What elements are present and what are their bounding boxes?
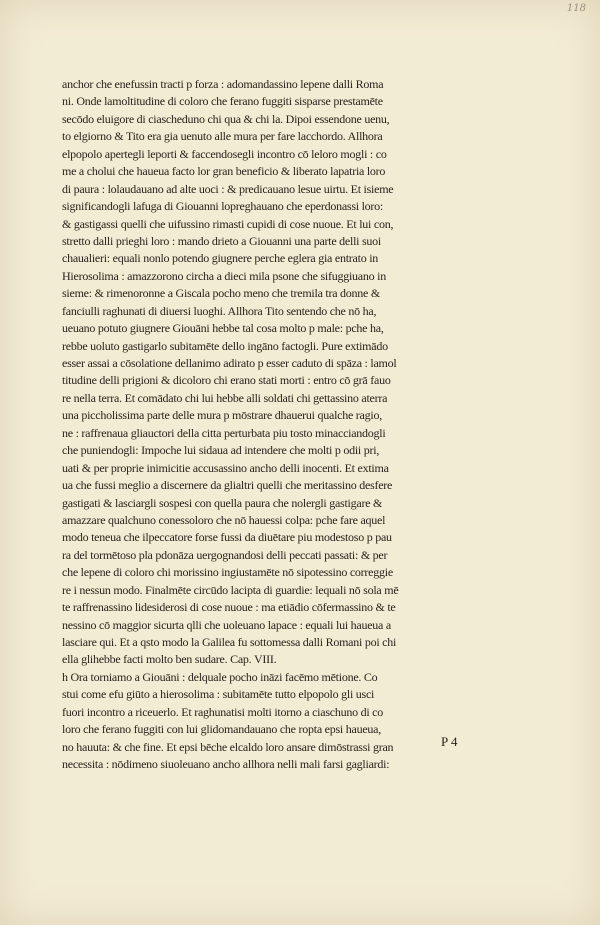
text-line: loro che ferano fuggiti con lui glidomandauano che ropta epsi haueua, bbox=[62, 722, 381, 737]
text-line: Hierosolima : amazzorono circha a dieci mila psone che sifuggiuano in bbox=[62, 268, 386, 283]
text-line: ueuano potuto giugnere Giouāni hebbe tal cosa molto p male: pche ha, bbox=[62, 321, 384, 336]
text-line: ne : raffrenaua gliauctori della citta perturbata piu tosto minacciandogli bbox=[62, 425, 386, 440]
text-line: no hauuta: & che fine. Et epsi bēche elcaldo loro ansare dimōstrassi gran bbox=[62, 739, 394, 754]
text-line: nessino cō maggior sicurta qlli che uoleuano lapace : equali lui haueua a bbox=[62, 617, 391, 632]
text-line: re i nessun modo. Finalmēte circūdo lacipta di guardie: lequali nō sola mē bbox=[62, 582, 399, 597]
text-line: lasciare qui. Et a qsto modo la Galilea fu sottomessa dalli Romani poi chi bbox=[62, 635, 397, 649]
text-line: secōdo eluigore di ciascheduno chi qua & chi la. Dipoi essendone uenu, bbox=[62, 111, 390, 126]
text-line: che lepene di coloro chi morissino ingiustamēte nō sipotessino correggie bbox=[62, 565, 393, 580]
text-line: rebbe uoluto gastigarlo subitamēte dello ingāno factogli. Pure extimādo bbox=[62, 338, 388, 353]
signature-mark: P 4 bbox=[441, 734, 458, 749]
folio-number: 118 bbox=[566, 3, 586, 14]
text-line: ua che fussi meglio a discernere da glialtri quelli che meritassino desfere bbox=[62, 478, 393, 493]
text-line: di paura : lolaudauano ad alte uoci : & predicauano lesue uirtu. Et isieme bbox=[62, 181, 394, 196]
text-line: amazzare qualchuno conessoloro che nō hauessi colpa: pche fare aquel bbox=[62, 512, 386, 527]
text-line: gastigati & lasciargli sospesi con quella paura che nolergli gastigare & bbox=[62, 495, 383, 510]
text-line: titudine delli prigioni & dicoloro chi erano stati morti : entro cō grā fauo bbox=[62, 373, 391, 388]
text-line: fanciulli raghunati di diuersi luoghi. Allhora Tito sentendo che nō ha, bbox=[62, 303, 377, 318]
text-line: modo teneua che ilpeccatore forse fussi da diuētare piu modestoso p pau bbox=[62, 530, 392, 545]
text-line: h Ora torniamo a Giouāni : delquale pocho ināzi facēmo mētione. Co bbox=[62, 669, 378, 684]
text-line: ella glihebbe facti molto ben sudare. Cap. VIII. bbox=[62, 652, 277, 667]
text-line: me a cholui che haueua facto lor gran beneficio & liberato lapatria loro bbox=[62, 164, 386, 179]
text-line: ra del tormētoso pla pdonāza uergognandosi delli peccati passati: & per bbox=[62, 547, 388, 562]
text-line: sieme: & rimenoronne a Giscala pocho meno che tremila tra donne & bbox=[62, 286, 380, 301]
text-line: una piccholissima parte delle mura p mōstrare dhauerui qualche ragio, bbox=[62, 408, 382, 423]
text-line: significandogli lafuga di Giouanni lopreghauano che eperdonassi loro: bbox=[62, 199, 383, 214]
text-line: esser assai a cōsolatione dellanimo adirato p esser caduto di spāza : lamol bbox=[62, 356, 397, 370]
text-line: fuori incontro a riceuerlo. Et raghunatisi molti itorno a ciaschuno di co bbox=[62, 704, 383, 719]
text-line: to elgiorno & Tito era gia uenuto alle mura per fare lacchordo. Allhora bbox=[62, 129, 383, 144]
text-line: & gastigassi quelli che uifussino rimasti cupidi di cose nuoue. Et lui con, bbox=[62, 216, 394, 231]
text-line: stui come efu giūto a hierosolima : subitamēte tutto elpopolo gli usci bbox=[62, 687, 375, 702]
text-line: anchor che enefussin tracti p forza : adomandassino lepene dalli Roma bbox=[62, 77, 384, 91]
text-line: stretto dalli prieghi loro : mando drieto a Giouanni una parte delli suoi bbox=[62, 233, 382, 248]
text-block bbox=[62, 76, 540, 774]
text-line: ni. Onde lamoltitudine di coloro che ferano fuggiti sisparse prestamēte bbox=[62, 94, 383, 109]
text-line: re nella terra. Et comādato chi lui hebbe alli soldati chi gettassino aterra bbox=[62, 390, 388, 405]
text-line: elpopolo apertegli leporti & faccendosegli incontro cō leloro mogli : co bbox=[62, 146, 387, 161]
text-line: uati & per proprie inimicitie accusassino ancho delli inocenti. Et extima bbox=[62, 460, 389, 475]
text-line: che puniendogli: Impoche lui sidaua ad intendere che molti p odii pri, bbox=[62, 443, 380, 458]
text-line: te raffrenassino lidesiderosi di cose nuoue : ma etiādio cōfermassino & te bbox=[62, 600, 396, 615]
text-line: necessita : nōdimeno siuoleuano ancho allhora nelli mali farsi gagliardi: bbox=[62, 757, 390, 772]
text-line: chaualieri: equali nonlo potendo giugnere perche eglera gia entrato in bbox=[62, 251, 379, 266]
